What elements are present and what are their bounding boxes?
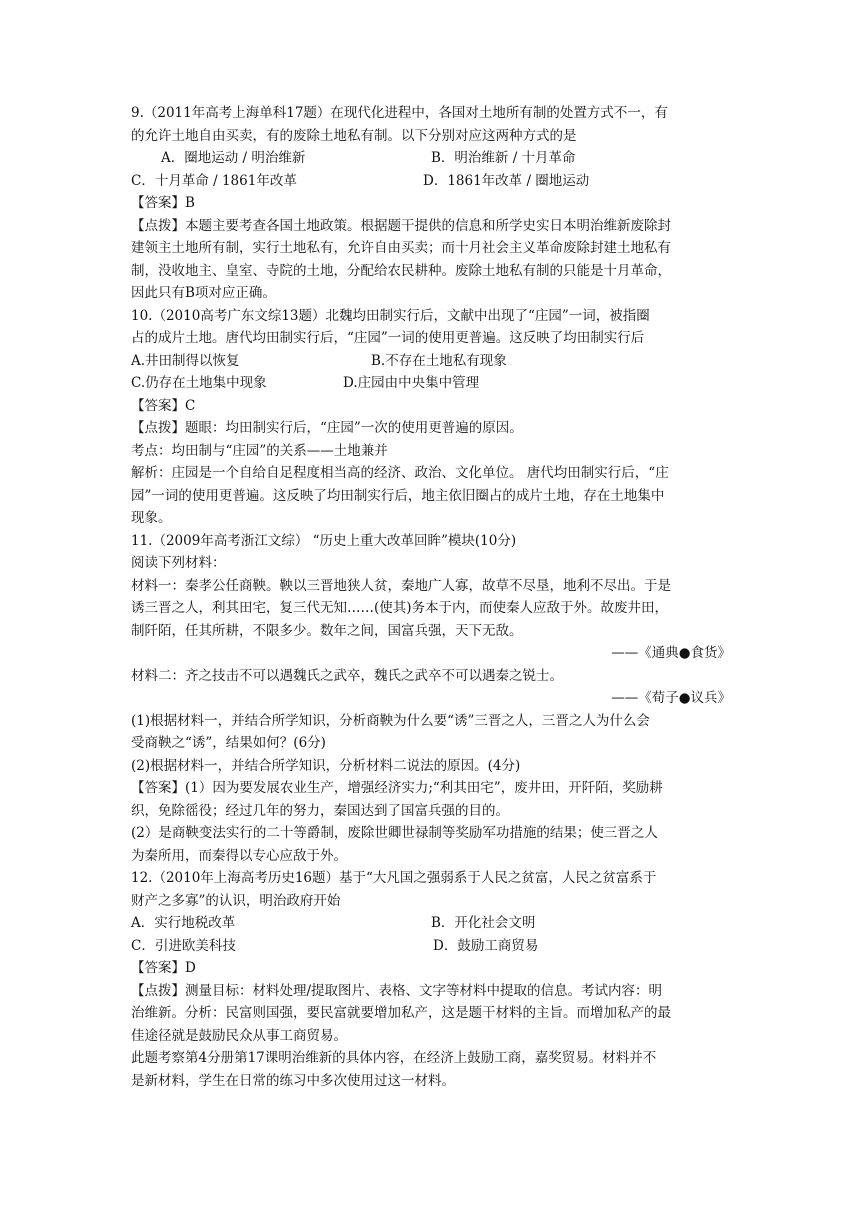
text-line: (2)根据材料一，并结合所学知识，分析材料二说法的原因。(4分) <box>131 757 521 774</box>
option-row <box>131 935 731 958</box>
option-row <box>131 170 731 193</box>
text-line: 解析：庄园是一个自给自足程度相当高的经济、政治、文化单位。 唐代均田制实行后，“庄 <box>131 465 669 481</box>
option-left: A.井田制得以恢复 <box>131 352 240 369</box>
text-line: 为秦所用，而秦得以专心应敌于外。 <box>131 847 347 864</box>
text-line: 【点拨】本题主要考查各国土地政策。根据题干提供的信息和所学史实日本明治维新废除封 <box>131 217 671 234</box>
text-line: 材料一：秦孝公任商鞅。鞅以三晋地狭人贫，秦地广人寡，故草不尽垦，地利不尽出。于是 <box>131 577 671 594</box>
option-right: D.庄园由中央集中管理 <box>343 375 480 391</box>
text-line: 【答案】C <box>131 397 196 414</box>
text-line: 佳途径就是鼓励民众从事工商贸易。 <box>131 1027 347 1044</box>
text-line: 【点拨】测量目标：材料处理/提取图片、表格、文字等材料中提取的信息。考试内容：明 <box>131 982 663 999</box>
text-line: 9.（2011年高考上海单科17题）在现代化进程中，各国对土地所有制的处置方式不一，有 <box>131 105 668 121</box>
option-right: D．1861年改革 / 圈地运动 <box>423 172 590 189</box>
option-row <box>131 912 731 935</box>
text-line: 制阡陌，任其所耕，不限多少。数年之间，国富兵强，天下无敌。 <box>131 622 523 639</box>
text-line: 制，没收地主、皇室、寺院的土地，分配给农民耕种。废除土地私有制的只能是十月革命， <box>131 262 671 279</box>
text-line: 【答案】D <box>131 960 196 976</box>
text-line: 【答案】B <box>131 195 195 211</box>
text-line: 因此只有B项对应正确。 <box>131 285 276 301</box>
option-row <box>131 372 731 395</box>
source-citation <box>131 642 731 665</box>
option-right: B．明治维新 / 十月革命 <box>431 150 576 166</box>
text-line: 10.（2010高考广东文综13题）北魏均田制实行后，文献中出现了“庄园”一词，被指圈 <box>131 307 650 324</box>
option-left: A．实行地税改革 <box>131 915 236 931</box>
text-line: 治维新。分析：民富则国强，要民富就要增加私产，这是题干材料的主旨。而增加私产的最 <box>131 1005 671 1021</box>
text-line: 【点拨】题眼：均田制实行后，“庄园”一次的使用更普遍的原因。 <box>131 420 523 436</box>
option-left: C．十月革命 / 1861年改革 <box>131 172 297 189</box>
document-body <box>131 102 731 1092</box>
text-line: 11.（2009年高考浙江文综） “历史上重大改革回眸”模块(10分) <box>131 532 517 549</box>
text-line: 财产之多寡”的认识，明治政府开始 <box>131 892 341 909</box>
option-right: B.不存在土地私有现象 <box>371 352 507 369</box>
text-line: 园”一词的使用更普遍。这反映了均田制实行后，地主依旧圈占的成片土地，存在土地集中 <box>131 487 665 504</box>
text-line: 的允许土地自由买卖，有的废除土地私有制。以下分别对应这两种方式的是 <box>131 127 577 144</box>
text-line: 现象。 <box>131 510 172 526</box>
text-line: 材料二：齐之技击不可以遇魏氏之武卒，魏氏之武卒不可以遇秦之锐士。 <box>131 667 563 684</box>
option-row <box>131 147 731 170</box>
option-left: C.仍存在土地集中现象 <box>131 375 267 391</box>
text-line: 织，免除徭役；经过几年的努力，秦国达到了国富兵强的目的。 <box>131 802 509 819</box>
option-row <box>131 350 731 373</box>
option-right: D．鼓励工商贸易 <box>433 937 539 954</box>
text-line: 12.（2010年上海高考历史16题）基于“大凡国之强弱系于人民之贫富，人民之贫富系于 <box>131 870 657 886</box>
text-line: 【答案】(1）因为要发展农业生产，增强经济实力;“利其田宅”，废井田，开阡陌，奖励耕 <box>131 780 663 796</box>
text-line: 阅读下列材料： <box>131 555 226 571</box>
option-right: B．开化社会文明 <box>431 915 536 931</box>
text-line: 建领主土地所有制，实行土地私有，允许自由买卖；而十月社会主义革命废除封建土地私有 <box>131 240 671 256</box>
citation-text: ——《荀子●议兵》 <box>611 690 731 706</box>
citation-text: ——《通典●食货》 <box>611 645 731 661</box>
text-line: 此题考察第4分册第17课明治维新的具体内容，在经济上鼓励工商，嘉奖贸易。材料并不 <box>131 1050 657 1066</box>
option-left: A．圈地运动 / 明治维新 <box>161 150 306 166</box>
text-line: 是新材料，学生在日常的练习中多次使用过这一材料。 <box>131 1072 455 1089</box>
text-line: 占的成片土地。唐代均田制实行后，“庄园”一词的使用更普遍。这反映了均田制实行后 <box>131 330 645 346</box>
option-left: C．引进欧美科技 <box>131 937 236 954</box>
text-line: (1)根据材料一，并结合所学知识，分析商鞅为什么要“诱”三晋之人，三晋之人为什么会 <box>131 712 650 729</box>
source-citation <box>131 687 731 710</box>
text-line: (2）是商鞅变法实行的二十等爵制，废除世卿世禄制等奖励军功措施的结果；使三晋之人 <box>131 825 658 841</box>
text-line: 受商鞅之“诱”，结果如何？(6分) <box>131 735 326 751</box>
text-line: 考点：均田制与“庄园”的关系——土地兼并 <box>131 442 388 459</box>
text-line: 诱三晋之人，利其田宅，复三代无知……(使其)务本于内，而使秦人应敌于外。故废井田， <box>131 600 669 616</box>
